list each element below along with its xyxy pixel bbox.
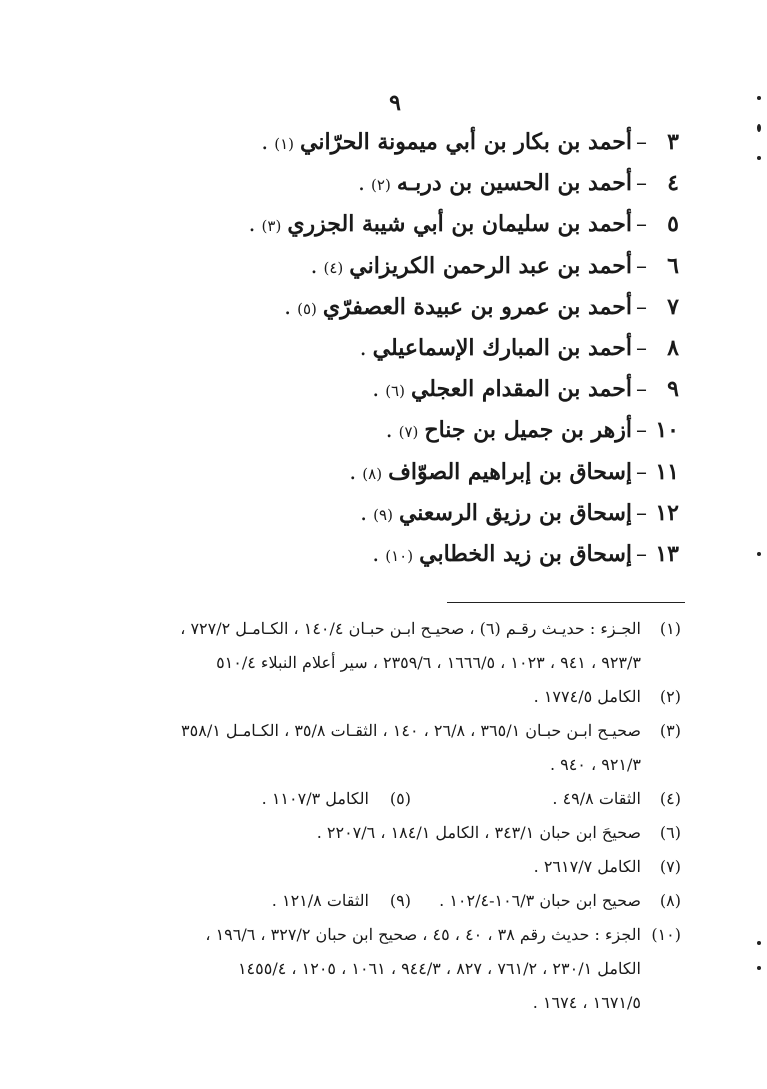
footnote-text: ٩٢٣/٣ ، ٩٤١ ، ١٠٢٣ ، ١٦٦٦/٥ ، ٢٣٥٩/٦ ، سير أعلام النبلاء ٥١٠/٤ [216,653,641,672]
entry-number: ١٢ [655,499,679,526]
footnote-number: (٤) [659,789,681,808]
entry-number: ٨ [667,334,679,361]
footnote-text: الكامل ٢٣٠/١ ، ٧٦١/٢ ، ٨٢٧ ، ٩٤٤/٣ ، ١٠٦١ ، ١٢٠٥ ، ١٤٥٥/٤ [237,959,641,978]
footnote-text: الكامل ٢٦١٧/٧ . [533,857,641,876]
footnote [81,612,681,680]
margin-speck [757,96,761,100]
footnote-text: الثقات ٤٩/٨ . [552,789,641,808]
entry-name: أحمد بن عمرو بن عبيدة العصفرّي [322,293,632,320]
entry-number: ٩ [667,376,679,403]
entry-number: ٣ [667,129,679,155]
entry-number: ٤ [667,170,679,197]
list-item: ١٠–أزهر بن جميل بن جناح(٧). [259,410,679,451]
footnote-ref: (٢) [371,176,391,195]
entry-name: أحمد بن بكار بن أبي ميمونة الحرّاني [300,129,632,155]
list-item: ١١–إسحاق بن إبراهيم الصوّاف(٨). [259,452,679,493]
footnote-ref: (٣) [261,217,282,236]
entry-name: أزهر بن جميل بن جناح [424,417,632,444]
entry-name: أحمد بن المبارك الإسماعيلي [372,334,632,361]
entry-name: إسحاق بن إبراهيم الصوّاف [388,458,632,485]
entry-number: ٥ [667,211,679,238]
entry-list [248,122,679,575]
footnote-text: ١٦٧١/٥ ، ١٦٧٤ . [532,993,641,1012]
footnote [81,850,681,884]
entry-name: أحمد بن المقدام العجلي [410,376,632,403]
margin-speck [757,156,761,160]
list-item: ٧–أحمد بن عمرو بن عبيدة العصفرّي(٥). [259,287,679,328]
footnote-ref: (٧) [398,423,419,442]
list-item: ٣–أحمد بن بكار بن أبي ميمونة الحرّاني(١). [259,122,679,163]
footnote-text: الجـزء : حديـث رقـم (٦) ، صحيـح ابـن حبـان ١٤٠/٤ ، الكـامـل ٧٢٧/٢ ، [180,619,641,638]
list-item: ٦–أحمد بن عبد الرحمن الكريزاني(٤). [259,246,679,287]
footnote-ref: (٦) [385,382,405,401]
footnote-text: ٩٢١/٣ ، ٩٤٠ . [549,755,641,774]
footnote-number: (١٠) [651,925,681,944]
footnote-divider [447,602,685,603]
entry-name: أحمد بن عبد الرحمن الكريزاني [349,252,632,279]
list-item: ١٣–إسحاق بن زيد الخطابي(١٠). [259,534,679,575]
footnote-text: صحيـح ابـن حبـان ٣٦٥/١ ، ٢٦/٨ ، ١٤٠ ، الثقـات ٣٥/٨ ، الكـامـل ٣٥٨/١ [181,721,641,740]
entry-number: ١١ [655,458,679,485]
entry-name: إسحاق بن رزيق الرسعني [398,499,632,526]
footnote-ref: (٥) [297,299,317,318]
footnote-text: الكامل ١٧٧٤/٥ . [533,687,641,706]
entry-number: ٦ [667,252,679,279]
footnote-text: الجزء : حديث رقم ٣٨ ، ٤٠ ، ٤٥ ، صحيح ابن حبان ٣٢٧/٢ ، ١٩٦/٦ ، [205,925,641,944]
footnote-number: (١) [659,619,681,638]
list-item: ٤–أحمد بن الحسين بن دربـه(٢). [259,163,679,204]
margin-speck [757,552,761,556]
footnote [81,816,681,850]
footnote-ref: (١) [274,135,294,153]
page-number: ٩ [389,90,401,116]
footnote [81,680,681,714]
footnote [81,918,681,1020]
list-item: ٩–أحمد بن المقدام العجلي(٦). [259,369,679,410]
footnote-ref: (١٠) [385,546,414,565]
entry-number: ١٣ [655,540,679,567]
entry-name: أحمد بن سليمان بن أبي شيبة الجزري [287,211,632,238]
list-item: ٥–أحمد بن سليمان بن أبي شيبة الجزري(٣). [259,204,679,245]
list-item: ٨–أحمد بن المبارك الإسماعيلي. [259,328,679,369]
footnote-ref: (٤) [323,258,344,277]
footnote [81,714,681,782]
margin-speck [757,941,761,945]
footnote-text: صحيحَ ابن حبان ٣٤٣/١ ، الكامل ١٨٤/١ ، ٢٢٠٧/٦ . [316,823,641,842]
footnotes [81,612,681,1020]
footnote-number: (٥) [389,789,411,808]
footnote-number: (٦) [659,823,681,842]
footnote [81,782,681,816]
footnote-number: (٧) [659,857,681,876]
footnote-text: صحيح ابن حبان ١٠٦/٣-١٠٢/٤ . [439,891,641,910]
entry-number: ٧ [667,293,679,320]
margin-speck [757,124,761,132]
footnote-ref: (٩) [373,505,393,524]
footnote-number: (٣) [659,721,681,740]
footnote-number: (٢) [659,687,681,706]
footnote [81,884,681,918]
footnote-number: (٨) [659,891,681,910]
footnote-number: (٩) [389,891,411,910]
entry-number: ١٠ [655,417,679,444]
footnote-ref: (٨) [362,464,383,483]
margin-speck [757,966,761,970]
list-item: ١٢–إسحاق بن رزيق الرسعني(٩). [259,493,679,534]
entry-name: إسحاق بن زيد الخطابي [419,540,632,567]
entry-name: أحمد بن الحسين بن دربـه [396,170,632,197]
footnote-text: الثقات ١٢١/٨ . [271,891,369,910]
footnote-text: الكامل ١١٠٧/٣ . [261,789,369,808]
